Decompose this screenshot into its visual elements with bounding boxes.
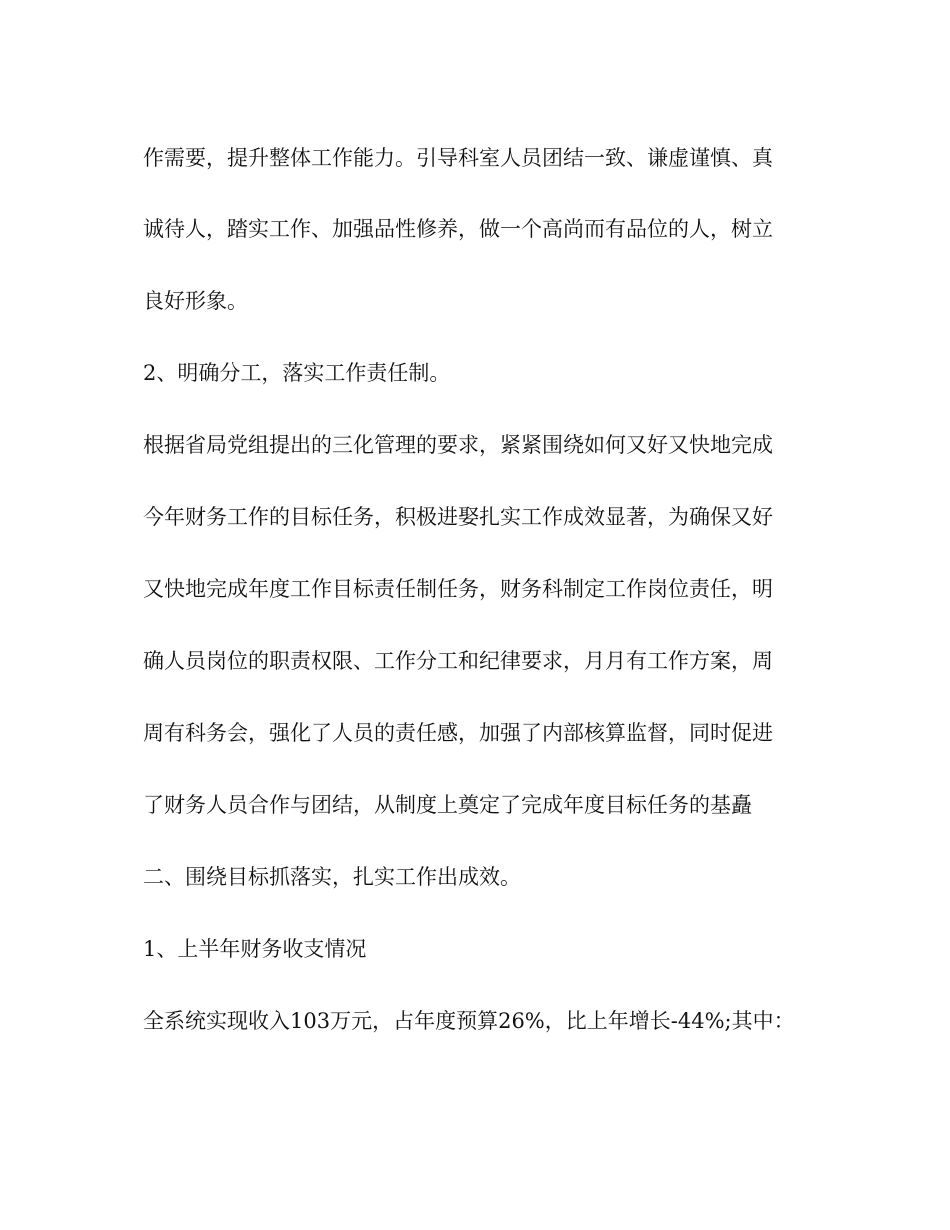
paragraph-line-1: 作需要，提升整体工作能力。引导科室人员团结一致、谦虚谨慎、真: [143, 146, 773, 170]
paragraph-line-7: 又快地完成年度工作目标责任制任务，财务科制定工作岗位责任，明: [143, 577, 773, 601]
paragraph-line-13: 全系统实现收入103万元，占年度预算26%，比上年增长-44%;其中：: [143, 1009, 795, 1033]
paragraph-line-5: 根据省局党组提出的三化管理的要求，紧紧围绕如何又好又快地完成: [143, 433, 773, 457]
paragraph-line-9: 周有科务会，强化了人员的责任感，加强了内部核算监督，同时促进: [143, 721, 773, 745]
paragraph-line-3: 良好形象。: [143, 289, 248, 313]
paragraph-line-10: 了财务人员合作与团结，从制度上奠定了完成年度目标任务的基矗: [143, 793, 752, 817]
paragraph-line-8: 确人员岗位的职责权限、工作分工和纪律要求，月月有工作方案，周: [143, 649, 773, 673]
section-heading-division-of-labor: 2、明确分工，落实工作责任制。: [143, 361, 451, 385]
section-heading-goals: 二、围绕目标抓落实，扎实工作出成效。: [143, 865, 521, 889]
paragraph-line-2: 诚待人，踏实工作、加强品性修养，做一个高尚而有品位的人，树立: [143, 217, 773, 241]
section-heading-finances: 1、上半年财务收支情况: [143, 937, 367, 961]
paragraph-line-6: 今年财务工作的目标任务，积极进娶扎实工作成效显著，为确保又好: [143, 505, 773, 529]
